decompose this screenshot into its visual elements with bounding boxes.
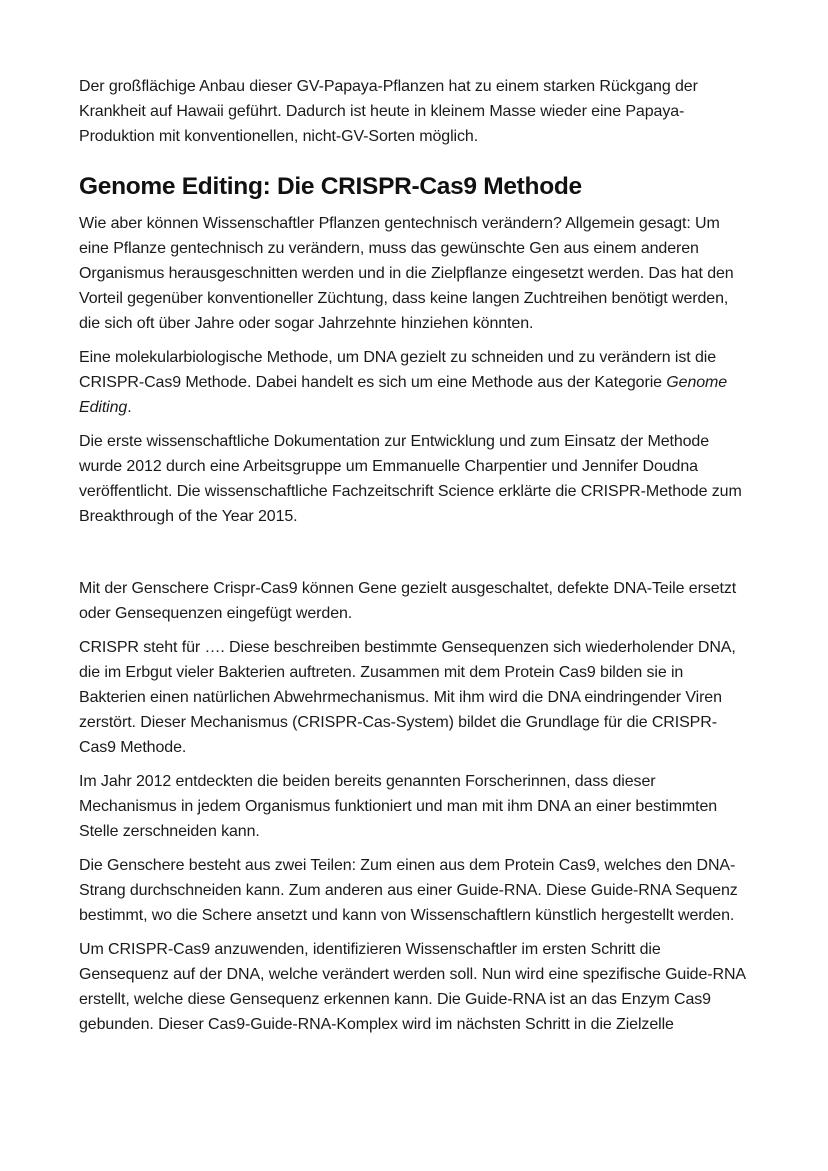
paragraph-gentechnik: Wie aber können Wissenschaftler Pflanzen gentechnisch verändern? Allgemein gesagt: Um eine Pflanze gentechnisch zu verändern, muss das gewünschte Gen aus einem anderen Organismus herausgeschnitten werden und in die Zielpflanze eingesetzt werden. Das hat den Vorteil gegenüber konventioneller Züchtung, dass keine langen Zuchtreihen benötigt werden, die sich oft über Jahre oder sogar Jahrzehnte hinziehen könnten. <box>79 215 734 332</box>
paragraph-documentation: Die erste wissenschaftliche Dokumentation zur Entwicklung und zum Einsatz der Methode wurde 2012 durch eine Arbeitsgruppe um Emmanuelle Charpentier und Jennifer Doudna veröffentlicht. Die wissenschaftliche Fachzeitschrift Science erklärte die CRISPR-Methode zum Breakthrough of the Year 2015. <box>79 433 742 525</box>
paragraph-application: Um CRISPR-Cas9 anzuwenden, identifizieren Wissenschaftler im ersten Schritt die Gensequenz auf der DNA, welche verändert werden soll. Nun wird eine spezifische Guide-RNA erstellt, welche diese Gensequenz erkennen kann. Die Guide-RNA ist an das Enzym Cas9 gebunden. Dieser Cas9-Guide-RNA-Komplex wird im nächsten Schritt in die Zielzelle <box>79 941 746 1033</box>
paragraph-crispr-method: Eine molekularbiologische Methode, um DNA gezielt zu schneiden und zu verändern ist die CRISPR-Cas9 Methode. Dabei handelt es sich um eine Methode aus der Kategorie Genome Editing. <box>79 349 728 416</box>
paragraph-genschere: Mit der Genschere Crispr-Cas9 können Gene gezielt ausgeschaltet, defekte DNA-Teile ersetzt oder Gensequenzen eingefügt werden. <box>79 580 737 622</box>
section-spacer <box>79 538 751 576</box>
genome-editing-term: Genome Editing <box>79 374 728 416</box>
paragraph-two-parts: Die Genschere besteht aus zwei Teilen: Zum einen aus dem Protein Cas9, welches den DNA-Strang durchschneiden kann. Zum anderen aus einer Guide-RNA. Diese Guide-RNA Sequenz bestimmt, wo die Schere ansetzt und kann von Wissenschaftlern künstlich hergestellt werden. <box>79 857 738 924</box>
paragraph-crispr-definition: CRISPR steht für …. Diese beschreiben bestimmte Gensequenzen sich wiederholender DNA, die im Erbgut vieler Bakterien auftreten. Zusammen mit dem Protein Cas9 bilden sie in Bakterien einen natürlichen Abwehrmechanismus. Mit ihm wird die DNA eindringender Viren zerstört. Dieser Mechanismus (CRISPR-Cas-System) bildet die Grundlage für die CRISPR-Cas9 Methode. <box>79 639 736 756</box>
section-heading: Genome Editing: Die CRISPR-Cas9 Methode <box>79 173 582 200</box>
paragraph-discovery: Im Jahr 2012 entdeckten die beiden bereits genannten Forscherinnen, dass dieser Mechanismus in jedem Organismus funktioniert und man mit ihm DNA an einer bestimmten Stelle zerschneiden kann. <box>79 773 718 840</box>
intro-paragraph: Der großflächige Anbau dieser GV-Papaya-Pflanzen hat zu einem starken Rückgang der Krankheit auf Hawaii geführt. Dadurch ist heute in kleinem Masse wieder eine Papaya-Produktion mit konventionellen, nicht-GV-Sorten möglich. <box>79 78 698 145</box>
document-page <box>79 74 751 1046</box>
